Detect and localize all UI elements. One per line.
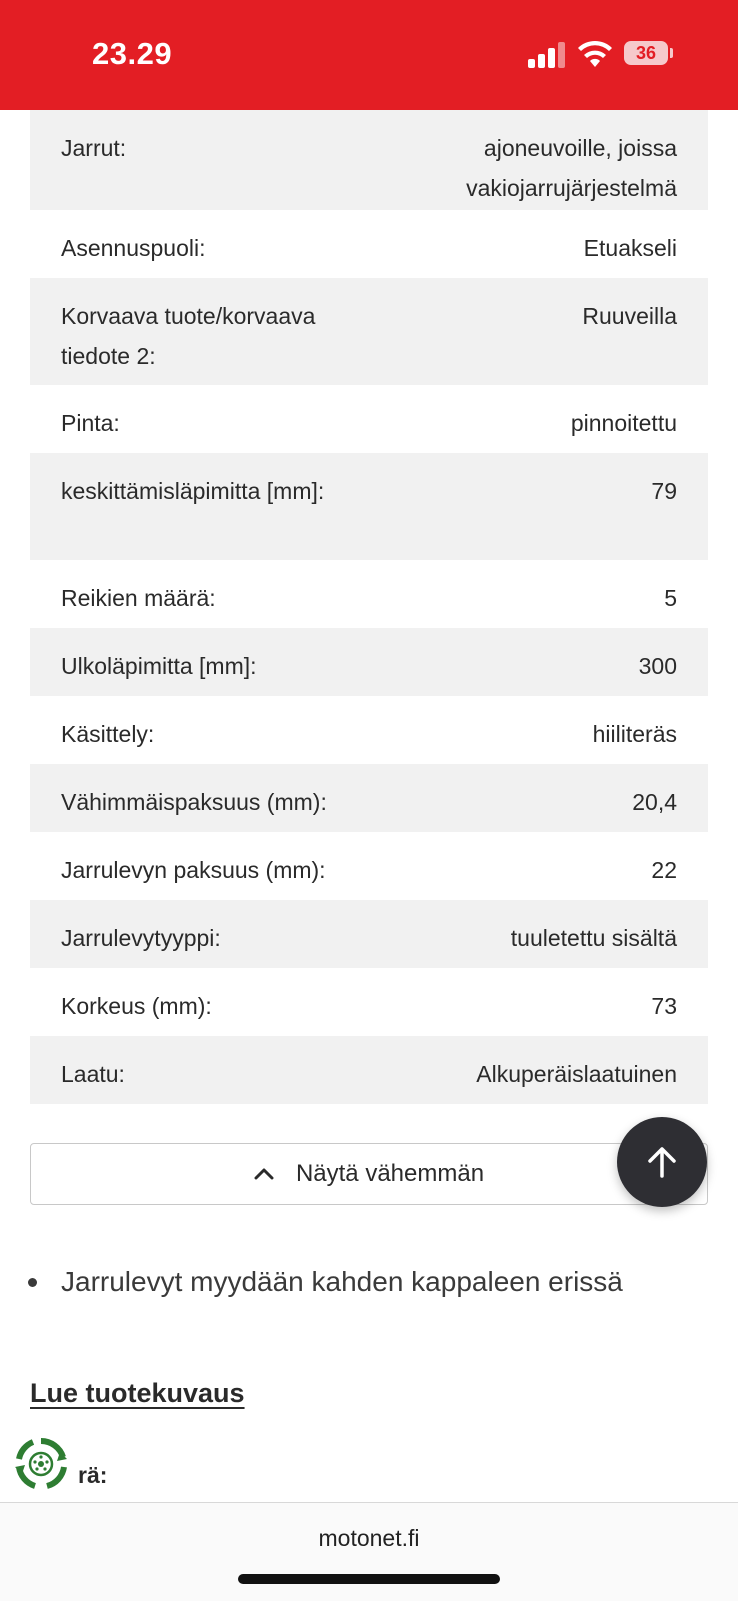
spec-row [30, 900, 708, 968]
bullet-text: Jarrulevyt myydään kahden kappaleen erissä [61, 1266, 623, 1297]
home-indicator[interactable] [238, 1574, 500, 1584]
spec-label: Laatu: [61, 1061, 125, 1087]
spec-value: ajoneuvoille, joissa vakiojarrujärjestelmä [466, 135, 677, 201]
spec-label: Reikien määrä: [61, 585, 216, 611]
spec-label: Asennuspuoli: [61, 235, 206, 261]
spec-row [30, 832, 708, 900]
spec-label: Jarrulevyn paksuus (mm): [61, 857, 326, 883]
spec-row [30, 968, 708, 1036]
spec-label: Korkeus (mm): [61, 993, 212, 1019]
spec-value: hiiliteräs [592, 721, 677, 747]
spec-label: Vähimmäispaksuus (mm): [61, 789, 327, 815]
spec-value: 22 [651, 857, 677, 883]
show-less-button[interactable] [30, 1143, 708, 1205]
spec-value: tuuletettu sisältä [510, 925, 677, 951]
spec-row [30, 210, 708, 278]
spec-row [30, 1036, 708, 1104]
spec-row [30, 628, 708, 696]
status-bar [0, 0, 738, 110]
spec-label: Korvaava tuote/korvaava tiedote 2: [61, 303, 316, 369]
chevron-up-icon [254, 1168, 274, 1180]
spec-label: Pinta: [61, 410, 120, 436]
spec-table [30, 110, 708, 1104]
spec-value: Alkuperäislaatuinen [476, 1061, 677, 1087]
spec-row [30, 560, 708, 628]
spec-value: pinnoitettu [570, 410, 677, 436]
scroll-to-top-button[interactable] [617, 1117, 707, 1207]
spec-row [30, 764, 708, 832]
show-less-label: Näytä vähemmän [295, 1160, 485, 1187]
spec-label: Jarrulevytyyppi: [61, 925, 221, 951]
bullet-dot [28, 1278, 37, 1287]
url-domain[interactable]: motonet.fi [318, 1525, 420, 1551]
partial-label: rä: [78, 1462, 108, 1488]
spec-value: 300 [638, 653, 677, 679]
spec-value: 79 [651, 478, 677, 504]
spec-label: Käsittely: [61, 721, 155, 747]
bullet-list [28, 1266, 623, 1298]
spec-row [30, 696, 708, 764]
status-time: 23.29 [92, 36, 173, 71]
battery-icon: 36 [624, 41, 668, 65]
battery-tip [670, 48, 673, 58]
cellular-signal-icon [528, 42, 566, 68]
spec-row [30, 110, 708, 210]
spec-value: Etuakseli [583, 235, 677, 261]
spec-value: 5 [664, 585, 677, 611]
spec-value: 20,4 [632, 789, 677, 815]
browser-bottom-bar [0, 1502, 738, 1601]
list-item [28, 1266, 623, 1298]
spec-label: Ulkoläpimitta [mm]: [61, 653, 257, 679]
read-description-link[interactable]: Lue tuotekuvaus [30, 1378, 245, 1408]
spec-value: 73 [651, 993, 677, 1019]
recycle-disc-icon[interactable] [14, 1437, 68, 1491]
spec-row [30, 385, 708, 453]
arrow-up-icon [645, 1145, 679, 1179]
spec-value: Ruuveilla [582, 303, 677, 329]
spec-row [30, 278, 708, 385]
spec-row [30, 453, 708, 560]
spec-label: keskittämisläpimitta [mm]: [61, 478, 325, 504]
spec-label: Jarrut: [61, 135, 127, 161]
wifi-icon [578, 40, 612, 68]
